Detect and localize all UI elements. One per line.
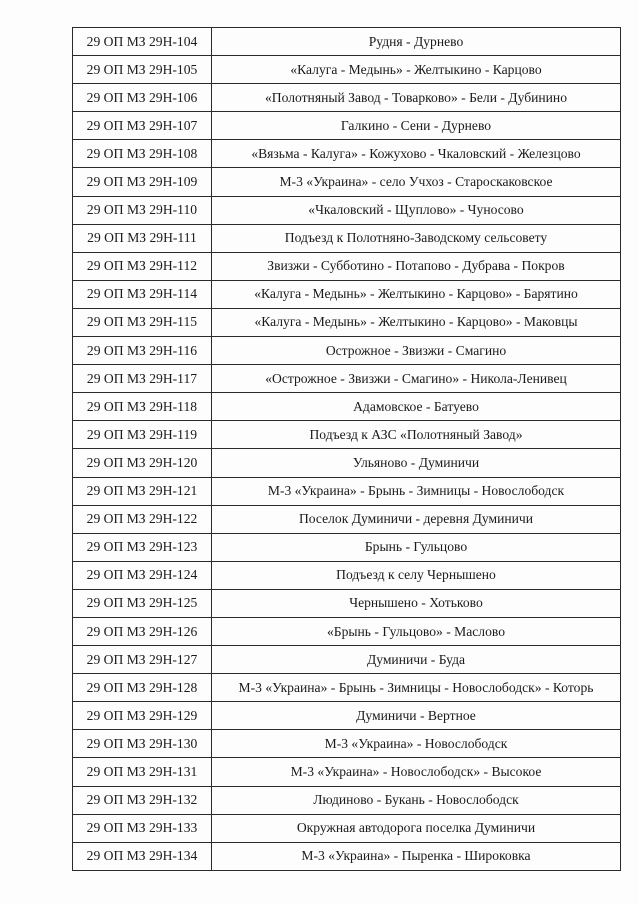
table-row bbox=[73, 589, 621, 617]
road-code-cell: 29 ОП МЗ 29Н-134 bbox=[73, 842, 212, 870]
road-name-cell: Людиново - Букань - Новослободск bbox=[212, 786, 621, 814]
table-row bbox=[73, 561, 621, 589]
table-row bbox=[73, 842, 621, 870]
roads-table-body bbox=[73, 28, 621, 871]
road-code-cell: 29 ОП МЗ 29Н-114 bbox=[73, 280, 212, 308]
table-row bbox=[73, 84, 621, 112]
road-code-cell: 29 ОП МЗ 29Н-118 bbox=[73, 393, 212, 421]
road-code-cell: 29 ОП МЗ 29Н-105 bbox=[73, 56, 212, 84]
road-code-cell: 29 ОП МЗ 29Н-121 bbox=[73, 477, 212, 505]
table-row bbox=[73, 477, 621, 505]
road-name-cell: «Чкаловский - Щуплово» - Чуносово bbox=[212, 196, 621, 224]
road-name-cell: М-3 «Украина» - Новослободск» - Высокое bbox=[212, 758, 621, 786]
road-name-cell: Поселок Думиничи - деревня Думиничи bbox=[212, 505, 621, 533]
table-row bbox=[73, 646, 621, 674]
road-code-cell: 29 ОП МЗ 29Н-112 bbox=[73, 252, 212, 280]
road-name-cell: Подъезд к Полотняно-Заводскому сельсовету bbox=[212, 224, 621, 252]
road-name-cell: Адамовское - Батуево bbox=[212, 393, 621, 421]
road-name-cell: «Калуга - Медынь» - Желтыкино - Карцово bbox=[212, 56, 621, 84]
road-name-cell: Думиничи - Буда bbox=[212, 646, 621, 674]
table-row bbox=[73, 337, 621, 365]
table-row bbox=[73, 449, 621, 477]
road-code-cell: 29 ОП МЗ 29Н-124 bbox=[73, 561, 212, 589]
road-name-cell: «Калуга - Медынь» - Желтыкино - Карцово» - Маковцы bbox=[212, 308, 621, 336]
road-name-cell: «Калуга - Медынь» - Желтыкино - Карцово» - Барятино bbox=[212, 280, 621, 308]
table-row bbox=[73, 421, 621, 449]
road-code-cell: 29 ОП МЗ 29Н-129 bbox=[73, 702, 212, 730]
table-row bbox=[73, 505, 621, 533]
road-name-cell: М-3 «Украина» - село Учхоз - Староскаковское bbox=[212, 168, 621, 196]
road-name-cell: М-3 «Украина» - Пыренка - Широковка bbox=[212, 842, 621, 870]
table-row bbox=[73, 674, 621, 702]
road-code-cell: 29 ОП МЗ 29Н-131 bbox=[73, 758, 212, 786]
table-row bbox=[73, 786, 621, 814]
table-row bbox=[73, 196, 621, 224]
table-row bbox=[73, 308, 621, 336]
road-code-cell: 29 ОП МЗ 29Н-115 bbox=[73, 308, 212, 336]
road-code-cell: 29 ОП МЗ 29Н-119 bbox=[73, 421, 212, 449]
road-name-cell: Ульяново - Думиничи bbox=[212, 449, 621, 477]
road-code-cell: 29 ОП МЗ 29Н-108 bbox=[73, 140, 212, 168]
table-row bbox=[73, 56, 621, 84]
road-name-cell: Окружная автодорога поселка Думиничи bbox=[212, 814, 621, 842]
road-code-cell: 29 ОП МЗ 29Н-123 bbox=[73, 533, 212, 561]
road-name-cell: Галкино - Сени - Дурнево bbox=[212, 112, 621, 140]
road-code-cell: 29 ОП МЗ 29Н-132 bbox=[73, 786, 212, 814]
table-row bbox=[73, 730, 621, 758]
road-name-cell: Брынь - Гульцово bbox=[212, 533, 621, 561]
road-name-cell: М-3 «Украина» - Брынь - Зимницы - Новослободск» - Которь bbox=[212, 674, 621, 702]
road-name-cell: «Острожное - Звизжи - Смагино» - Никола-Ленивец bbox=[212, 365, 621, 393]
road-code-cell: 29 ОП МЗ 29Н-125 bbox=[73, 589, 212, 617]
road-name-cell: М-3 «Украина» - Брынь - Зимницы - Новослободск bbox=[212, 477, 621, 505]
road-code-cell: 29 ОП МЗ 29Н-110 bbox=[73, 196, 212, 224]
table-row bbox=[73, 252, 621, 280]
table-row bbox=[73, 140, 621, 168]
road-name-cell: Чернышено - Хотьково bbox=[212, 589, 621, 617]
road-name-cell: «Вязьма - Калуга» - Кожухово - Чкаловский - Железцово bbox=[212, 140, 621, 168]
table-row bbox=[73, 814, 621, 842]
road-code-cell: 29 ОП МЗ 29Н-133 bbox=[73, 814, 212, 842]
roads-table bbox=[72, 27, 621, 871]
road-name-cell: Думиничи - Вертное bbox=[212, 702, 621, 730]
table-row bbox=[73, 168, 621, 196]
road-code-cell: 29 ОП МЗ 29Н-111 bbox=[73, 224, 212, 252]
road-code-cell: 29 ОП МЗ 29Н-107 bbox=[73, 112, 212, 140]
road-code-cell: 29 ОП МЗ 29Н-117 bbox=[73, 365, 212, 393]
road-name-cell: Острожное - Звизжи - Смагино bbox=[212, 337, 621, 365]
road-code-cell: 29 ОП МЗ 29Н-128 bbox=[73, 674, 212, 702]
table-row bbox=[73, 758, 621, 786]
table-row bbox=[73, 617, 621, 645]
road-name-cell: М-3 «Украина» - Новослободск bbox=[212, 730, 621, 758]
road-code-cell: 29 ОП МЗ 29Н-109 bbox=[73, 168, 212, 196]
road-code-cell: 29 ОП МЗ 29Н-116 bbox=[73, 337, 212, 365]
road-name-cell: Звизжи - Субботино - Потапово - Дубрава - Покров bbox=[212, 252, 621, 280]
road-code-cell: 29 ОП МЗ 29Н-130 bbox=[73, 730, 212, 758]
table-row bbox=[73, 224, 621, 252]
road-name-cell: Подъезд к АЗС «Полотняный Завод» bbox=[212, 421, 621, 449]
road-name-cell: «Полотняный Завод - Товарково» - Бели - Дубинино bbox=[212, 84, 621, 112]
road-name-cell: Рудня - Дурнево bbox=[212, 28, 621, 56]
road-code-cell: 29 ОП МЗ 29Н-106 bbox=[73, 84, 212, 112]
table-row bbox=[73, 365, 621, 393]
table-row bbox=[73, 702, 621, 730]
table-row bbox=[73, 533, 621, 561]
road-code-cell: 29 ОП МЗ 29Н-104 bbox=[73, 28, 212, 56]
road-name-cell: «Брынь - Гульцово» - Маслово bbox=[212, 617, 621, 645]
road-code-cell: 29 ОП МЗ 29Н-120 bbox=[73, 449, 212, 477]
table-row bbox=[73, 393, 621, 421]
table-row bbox=[73, 28, 621, 56]
road-name-cell: Подъезд к селу Чернышено bbox=[212, 561, 621, 589]
table-row bbox=[73, 280, 621, 308]
road-code-cell: 29 ОП МЗ 29Н-126 bbox=[73, 617, 212, 645]
road-code-cell: 29 ОП МЗ 29Н-127 bbox=[73, 646, 212, 674]
road-code-cell: 29 ОП МЗ 29Н-122 bbox=[73, 505, 212, 533]
table-row bbox=[73, 112, 621, 140]
